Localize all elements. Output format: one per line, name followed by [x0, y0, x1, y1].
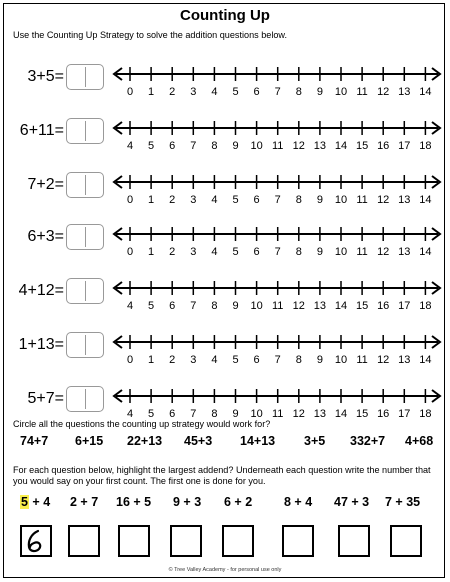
addend: 6	[224, 495, 231, 509]
number-line-label: 8	[211, 300, 218, 312]
number-line-label: 18	[419, 408, 432, 420]
number-line-label: 13	[313, 140, 327, 152]
page-title: Counting Up	[180, 7, 270, 24]
number-line-label: 1	[148, 354, 155, 366]
number-line-label: 5	[232, 86, 239, 98]
number-line-label: 12	[292, 300, 305, 312]
number-line-label: 12	[377, 354, 390, 366]
number-line-label: 5	[148, 300, 155, 312]
number-line-label: 17	[398, 140, 411, 152]
number-line-label: 14	[334, 408, 348, 420]
number-line-label: 1	[148, 86, 155, 98]
number-line-label: 0	[126, 194, 134, 206]
number-line-label: 5	[232, 194, 239, 206]
number-line	[112, 384, 444, 424]
problem-equation: 6+3=	[27, 228, 64, 245]
highlight-question[interactable]	[284, 495, 312, 509]
number-line-label: 11	[271, 300, 284, 312]
highlight-question[interactable]	[385, 495, 420, 509]
answer-box-divider	[85, 281, 86, 301]
number-line-label: 12	[292, 140, 305, 152]
circle-question[interactable]: 74+7	[20, 434, 49, 448]
number-line-label: 7	[190, 140, 197, 152]
problem-equation: 5+7=	[27, 390, 64, 407]
circle-question[interactable]: 14+13	[240, 434, 276, 448]
highlight-question[interactable]	[116, 495, 151, 509]
number-line-label: 9	[232, 300, 239, 312]
number-line-label: 4	[126, 408, 134, 420]
problem-row	[0, 170, 450, 214]
number-line-label: 10	[334, 354, 348, 366]
number-line-label: 13	[398, 354, 411, 366]
number-line-label: 4	[211, 194, 218, 206]
highlight-question[interactable]	[20, 495, 50, 509]
number-line-label: 5	[148, 140, 155, 152]
number-line-label: 7	[274, 86, 281, 98]
handwritten-answer	[22, 527, 50, 555]
circle-question[interactable]: 22+13	[127, 434, 163, 448]
problem-equation: 6+11=	[19, 122, 64, 139]
addend: 16	[116, 495, 130, 509]
addition-operator: +	[28, 495, 44, 509]
addition-operator: +	[391, 495, 407, 509]
instruction-highlight: For each question below, highlight the largest addend? Underneath each question write the number that you would say on your first count. The first one is done for you.	[13, 465, 431, 486]
number-line-label: 9	[232, 408, 239, 420]
number-line-label: 8	[211, 408, 218, 420]
number-line-label: 11	[356, 246, 368, 258]
number-line-label: 10	[334, 194, 348, 206]
highlight-question[interactable]	[70, 495, 98, 509]
addend: 8	[284, 495, 291, 509]
addend: 7	[385, 495, 392, 509]
number-line-label: 3	[190, 354, 197, 366]
number-line-label: 5	[148, 408, 155, 420]
addend: 4	[43, 495, 51, 509]
first-count-box[interactable]	[222, 525, 254, 557]
number-line-label: 14	[419, 354, 432, 366]
number-line-label: 16	[377, 140, 390, 152]
answer-box-divider	[85, 67, 86, 87]
answer-box-divider	[85, 175, 86, 195]
number-line-label: 13	[398, 246, 411, 258]
number-line-label: 9	[316, 246, 323, 258]
number-line-label: 15	[355, 408, 369, 420]
number-line-label: 2	[169, 194, 176, 206]
number-line-label: 8	[295, 194, 302, 206]
problem-equation: 1+13=	[18, 336, 64, 353]
addend: 2	[245, 495, 253, 509]
answer-box[interactable]	[66, 118, 104, 144]
number-line-label: 4	[211, 246, 218, 258]
number-line-label: 7	[190, 300, 197, 312]
number-line-label: 13	[313, 300, 327, 312]
number-line-label: 11	[356, 354, 368, 366]
number-line-label: 7	[190, 408, 197, 420]
number-line-label: 6	[169, 140, 176, 152]
circle-question-row	[0, 434, 450, 454]
first-count-box[interactable]	[390, 525, 422, 557]
addition-operator: +	[179, 495, 195, 509]
addition-operator: +	[129, 495, 145, 509]
number-line-label: 5	[232, 246, 239, 258]
number-line-label: 15	[355, 140, 369, 152]
addend: 3	[362, 495, 370, 509]
number-line-label: 10	[334, 246, 348, 258]
highlight-question[interactable]	[224, 495, 252, 509]
number-line-label: 14	[419, 194, 432, 206]
number-line-label: 18	[419, 140, 432, 152]
number-line-label: 6	[169, 408, 176, 420]
answer-box[interactable]	[66, 386, 104, 412]
number-line-label: 4	[126, 140, 134, 152]
answer-box-divider	[85, 121, 86, 141]
answer-box[interactable]	[66, 278, 104, 304]
number-line-label: 6	[253, 246, 260, 258]
number-line-label: 3	[190, 194, 197, 206]
answer-box-divider	[85, 227, 86, 247]
addend: 5	[21, 495, 28, 509]
number-line-label: 3	[190, 246, 197, 258]
circle-question[interactable]: 332+7	[350, 434, 386, 448]
circle-question[interactable]: 4+68	[405, 434, 434, 448]
problem-row	[0, 222, 450, 266]
addend: 9	[173, 495, 180, 509]
number-line-label: 1	[148, 194, 155, 206]
number-line-label: 11	[356, 86, 368, 98]
first-count-box[interactable]	[118, 525, 150, 557]
number-line-label: 7	[274, 194, 281, 206]
answer-box-divider	[85, 335, 86, 355]
problem-equation: 4+12=	[18, 282, 64, 299]
number-line-label: 11	[271, 408, 284, 420]
number-line-label: 10	[334, 86, 348, 98]
addition-operator: +	[76, 495, 92, 509]
number-line-label: 16	[377, 300, 390, 312]
number-line-label: 10	[250, 408, 263, 420]
number-line-label: 8	[211, 140, 218, 152]
answer-box[interactable]	[66, 64, 104, 90]
number-line-label: 12	[377, 194, 390, 206]
number-line	[112, 62, 444, 102]
number-line-label: 3	[190, 86, 197, 98]
number-line-label: 0	[126, 354, 134, 366]
number-line-label: 13	[398, 86, 411, 98]
first-count-box[interactable]	[170, 525, 202, 557]
number-line-label: 15	[355, 300, 369, 312]
answer-box-row	[0, 525, 450, 561]
circle-question[interactable]: 45+3	[184, 434, 213, 448]
answer-box-divider	[85, 389, 86, 409]
number-line-label: 12	[377, 86, 390, 98]
number-line-label: 16	[377, 408, 390, 420]
problem-row	[0, 330, 450, 374]
number-line-label: 0	[126, 86, 134, 98]
addend: 2	[70, 495, 77, 509]
number-line-label: 8	[295, 86, 302, 98]
number-line-label: 9	[316, 354, 323, 366]
number-line-label: 8	[295, 246, 302, 258]
addend: 4	[305, 495, 313, 509]
number-line	[112, 170, 444, 210]
number-line-label: 12	[377, 246, 390, 258]
addend: 7	[91, 495, 99, 509]
addend: 3	[194, 495, 202, 509]
circle-question[interactable]: 6+15	[75, 434, 104, 448]
circle-question[interactable]: 3+5	[304, 434, 326, 448]
number-line-label: 18	[419, 300, 432, 312]
number-line-label: 14	[334, 300, 348, 312]
number-line-label: 14	[419, 86, 432, 98]
answer-box[interactable]	[66, 224, 104, 250]
number-line-label: 6	[253, 194, 260, 206]
addend: 47	[334, 495, 348, 509]
number-line-label: 12	[292, 408, 305, 420]
highlight-question-row	[0, 495, 450, 515]
number-line	[112, 222, 444, 262]
number-line-label: 6	[253, 86, 260, 98]
first-count-box[interactable]	[68, 525, 100, 557]
addend: 5	[144, 495, 152, 509]
number-line-label: 9	[232, 140, 239, 152]
addition-operator: +	[230, 495, 246, 509]
number-line-label: 11	[356, 194, 368, 206]
number-line-label: 4	[126, 300, 134, 312]
number-line-label: 6	[253, 354, 260, 366]
number-line-label: 10	[250, 300, 263, 312]
instruction-counting-up: Use the Counting Up Strategy to solve the addition questions below.	[13, 30, 287, 40]
problem-row	[0, 62, 450, 106]
number-line-label: 7	[274, 246, 281, 258]
answer-box[interactable]	[66, 172, 104, 198]
number-line	[112, 116, 444, 156]
footer-copyright: © Tree Valley Academy - for personal use only	[168, 567, 282, 573]
addition-operator: +	[290, 495, 306, 509]
addition-operator: +	[347, 495, 363, 509]
problem-equation: 7+2=	[27, 176, 64, 193]
number-line-label: 0	[126, 246, 134, 258]
number-line-label: 10	[250, 140, 263, 152]
first-count-box[interactable]	[20, 525, 52, 557]
number-line-label: 13	[313, 408, 327, 420]
number-line-label: 5	[232, 354, 239, 366]
number-line	[112, 276, 444, 316]
number-line-label: 4	[211, 354, 218, 366]
number-line-label: 14	[419, 246, 432, 258]
number-line-label: 9	[316, 86, 323, 98]
number-line-label: 17	[398, 408, 411, 420]
problem-row	[0, 116, 450, 160]
number-line-label: 7	[274, 354, 281, 366]
number-line	[112, 330, 444, 370]
number-line-label: 14	[334, 140, 348, 152]
highlight-question[interactable]	[173, 495, 201, 509]
number-line-label: 8	[295, 354, 302, 366]
first-count-box[interactable]	[338, 525, 370, 557]
number-line-label: 13	[398, 194, 411, 206]
number-line-label: 2	[169, 86, 176, 98]
number-line-label: 9	[316, 194, 323, 206]
number-line-label: 6	[169, 300, 176, 312]
number-line-label: 2	[169, 354, 176, 366]
highlight-question[interactable]	[334, 495, 369, 509]
instruction-circle: Circle all the questions the counting up strategy would work for?	[13, 419, 271, 429]
answer-box[interactable]	[66, 332, 104, 358]
addend: 35	[406, 495, 421, 509]
number-line-label: 4	[211, 86, 218, 98]
number-line-label: 1	[148, 246, 155, 258]
number-line-label: 2	[169, 246, 176, 258]
number-line-label: 11	[271, 140, 284, 152]
first-count-box[interactable]	[282, 525, 314, 557]
problem-row	[0, 276, 450, 320]
problem-equation: 3+5=	[27, 68, 64, 85]
number-line-label: 17	[398, 300, 411, 312]
